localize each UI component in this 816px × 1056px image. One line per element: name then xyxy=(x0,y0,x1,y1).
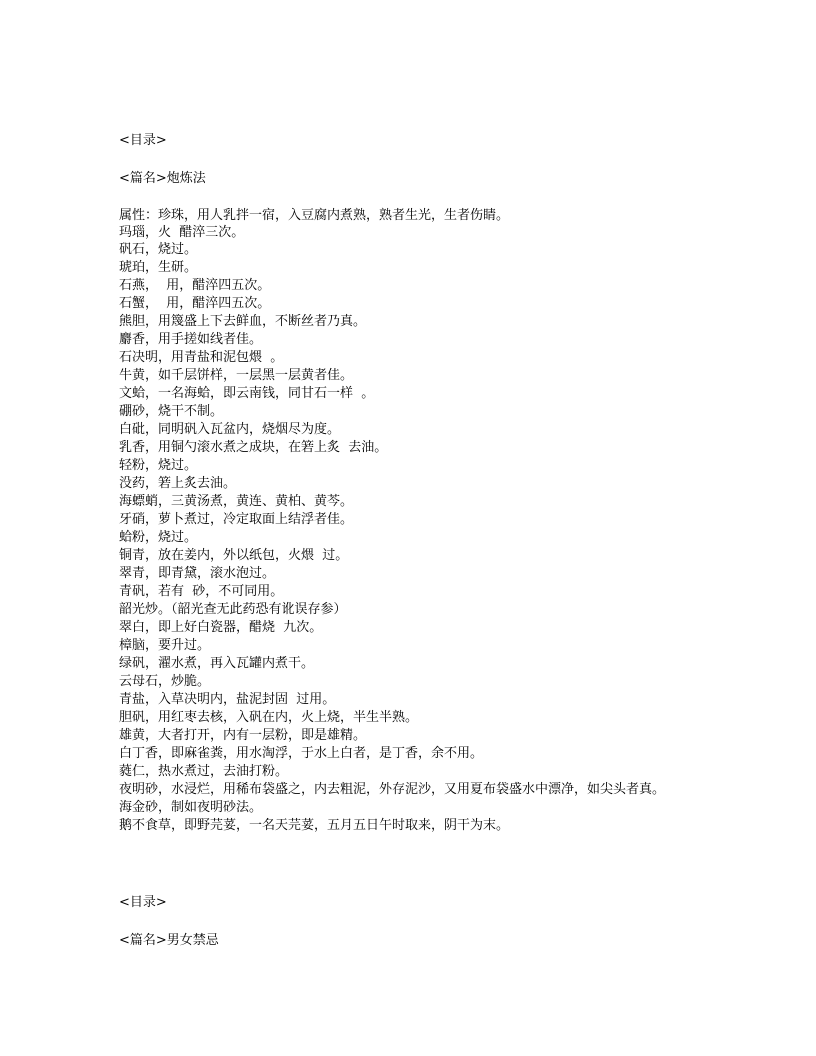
entry-line: 白丁香，即麻雀粪，用水淘浮，于水上白者，是丁香，余不用。 xyxy=(119,746,484,761)
entry-line: 玛瑙，火 醋淬三次。 xyxy=(119,225,245,240)
chapter-title: <篇名>炮炼法 xyxy=(119,171,206,186)
entry-line: 樟脑，要升过。 xyxy=(119,638,211,653)
entry-line: 翠白，即上好白瓷器，醋烧 九次。 xyxy=(119,620,323,635)
entry-line: 夜明砂，水浸烂，用稀布袋盛之，内去粗泥，外存泥沙，又用夏布袋盛水中漂净，如尖头者真。 xyxy=(119,782,666,797)
entry-line: 白砒，同明矾入瓦盆内，烧烟尽为度。 xyxy=(119,422,341,437)
entry-line: 轻粉，烧过。 xyxy=(119,458,198,473)
entry-line: 琥珀，生研。 xyxy=(119,260,198,275)
entry-line: 石决明，用青盐和泥包煨 。 xyxy=(119,350,284,365)
entry-line: 牙硝，萝卜煮过，冷定取面上结浮者佳。 xyxy=(119,512,354,527)
entry-line: 铜青，放在姜内，外以纸包，火煨 过。 xyxy=(119,548,349,563)
entry-line: 没药，箬上炙去油。 xyxy=(119,476,237,491)
toc-heading: <目录> xyxy=(119,895,167,910)
entry-line: 蕤仁，热水煮过，去油打粉。 xyxy=(119,764,289,779)
entry-line: 麝香，用手搓如线者佳。 xyxy=(119,332,263,347)
entry-line: 海螵蛸，三黄汤煮，黄连、黄柏、黄芩。 xyxy=(119,494,354,509)
entry-line: 鹅不食草，即野芫荽，一名天芫荽，五月五日午时取来，阴干为末。 xyxy=(119,818,510,833)
entry-line: 牛黄，如千层饼样，一层黑一层黄者佳。 xyxy=(119,368,354,383)
toc-heading: <目录> xyxy=(119,133,167,148)
entry-line: 韶光炒。（韶光查无此药恐有讹误存参） xyxy=(119,602,347,617)
entry-line: 翠青，即青黛，滚水泡过。 xyxy=(119,566,276,581)
entry-line: 绿矾，濯水煮，再入瓦罐内煮干。 xyxy=(119,656,315,671)
entry-line: 青矾，若有 砂，不可同用。 xyxy=(119,584,284,599)
entry-line: 硼砂，烧干不制。 xyxy=(119,404,224,419)
chapter-title: <篇名>男女禁忌 xyxy=(119,933,219,948)
entry-line: 文蛤，一名海蛤，即云南钱，同甘石一样 。 xyxy=(119,386,375,401)
entry-line: 乳香，用铜勺滚水煮之成块，在箬上炙 去油。 xyxy=(119,440,388,455)
entry-line: 雄黄，大者打开，内有一层粉，即是雄精。 xyxy=(119,728,367,743)
entry-line: 海金砂，制如夜明砂法。 xyxy=(119,800,263,815)
entry-line: 蛤粉，烧过。 xyxy=(119,530,198,545)
entry-line: 石燕， 用，醋淬四五次。 xyxy=(119,278,271,293)
entry-line: 青盐，入草决明内，盐泥封固 过用。 xyxy=(119,692,336,707)
entry-line: 胆矾，用红枣去核，入矾在内，火上烧，半生半熟。 xyxy=(119,710,419,725)
entry-line: 石蟹， 用，醋淬四五次。 xyxy=(119,296,271,311)
entry-line: 属性：珍珠，用人乳拌一宿，入豆腐内煮熟，熟者生光，生者伤睛。 xyxy=(119,208,510,223)
entry-line: 矾石，烧过。 xyxy=(119,242,198,257)
entry-line: 熊胆，用篾盛上下去鲜血，不断丝者乃真。 xyxy=(119,314,367,329)
entry-line: 云母石，炒脆。 xyxy=(119,674,211,689)
